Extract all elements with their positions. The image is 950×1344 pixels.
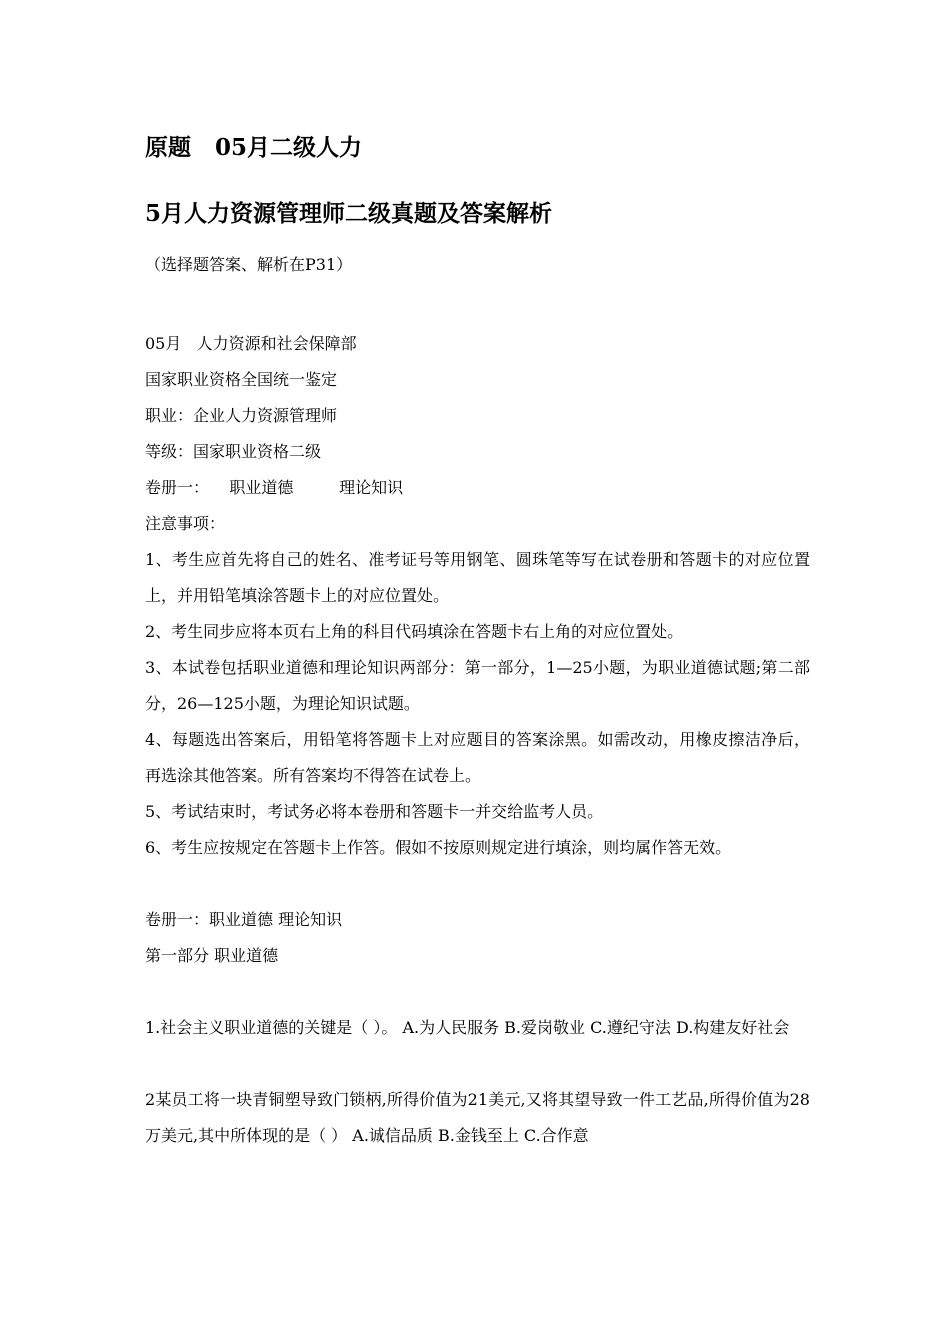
header-line: 国家职业资格全国统一鉴定 (145, 370, 338, 389)
header-line: 职业：企业人力资源管理师 (145, 406, 338, 425)
question-item: 1.社会主义职业道德的关键是（ ）。 A.为人民服务 B.爱岗敬业 C.遵纪守法 D.构建友好社会 (145, 1018, 790, 1037)
question-item: 2某员工将一块青铜塑导致门锁柄,所得价值为21美元,又将其望导致一件工艺品,所得价值为28万美元,其中所体现的是（ ） A.诚信品质 B.金钱至上 C.合作意 (145, 1090, 810, 1145)
spacer (145, 974, 810, 1010)
document-body (145, 128, 810, 1154)
instruction-item: 6、考生应按规定在答题卡上作答。假如不按原则规定进行填涂，则均属作答无效。 (145, 838, 732, 857)
instruction-item: 1、考生应首先将自己的姓名、准考证号等用钢笔、圆珠笔等写在试卷册和答题卡的对应位置上，并用铅笔填涂答题卡上的对应位置处。 (145, 550, 810, 605)
instructions-list (145, 542, 810, 866)
instruction-item: 2、考生同步应将本页右上角的科目代码填涂在答题卡右上角的对应位置处。 (145, 622, 684, 641)
header-line: 注意事项： (145, 514, 226, 533)
instruction-item: 4、每题选出答案后，用铅笔将答题卡上对应题目的答案涂黑。如需改动，用橡皮擦洁净后，再选涂其他答案。所有答案均不得答在试卷上。 (145, 730, 810, 785)
section-line: 第一部分 职业道德 (145, 946, 279, 965)
spacer (145, 866, 810, 902)
exam-header (145, 326, 810, 542)
document-subtitle: 5月人力资源管理师二级真题及答案解析 (145, 200, 553, 227)
section-line: 卷册一：职业道德 理论知识 (145, 910, 343, 929)
header-line: 05月 人力资源和社会保障部 (145, 334, 357, 353)
answer-location-note: （选择题答案、解析在P31） (145, 255, 353, 274)
header-line: 卷册一： 职业道德 理论知识 (145, 478, 404, 497)
spacer (145, 1046, 810, 1082)
instruction-item: 3、本试卷包括职业道德和理论知识两部分：第一部分，1—25小题，为职业道德试题;第二部分，26—125小题，为理论知识试题。 (145, 658, 810, 713)
instruction-item: 5、考试结束时，考试务必将本卷册和答题卡一并交给监考人员。 (145, 802, 604, 821)
header-line: 等级：国家职业资格二级 (145, 442, 322, 461)
section-heading-block (145, 902, 810, 974)
document-title: 原题 05月二级人力 (145, 134, 363, 161)
